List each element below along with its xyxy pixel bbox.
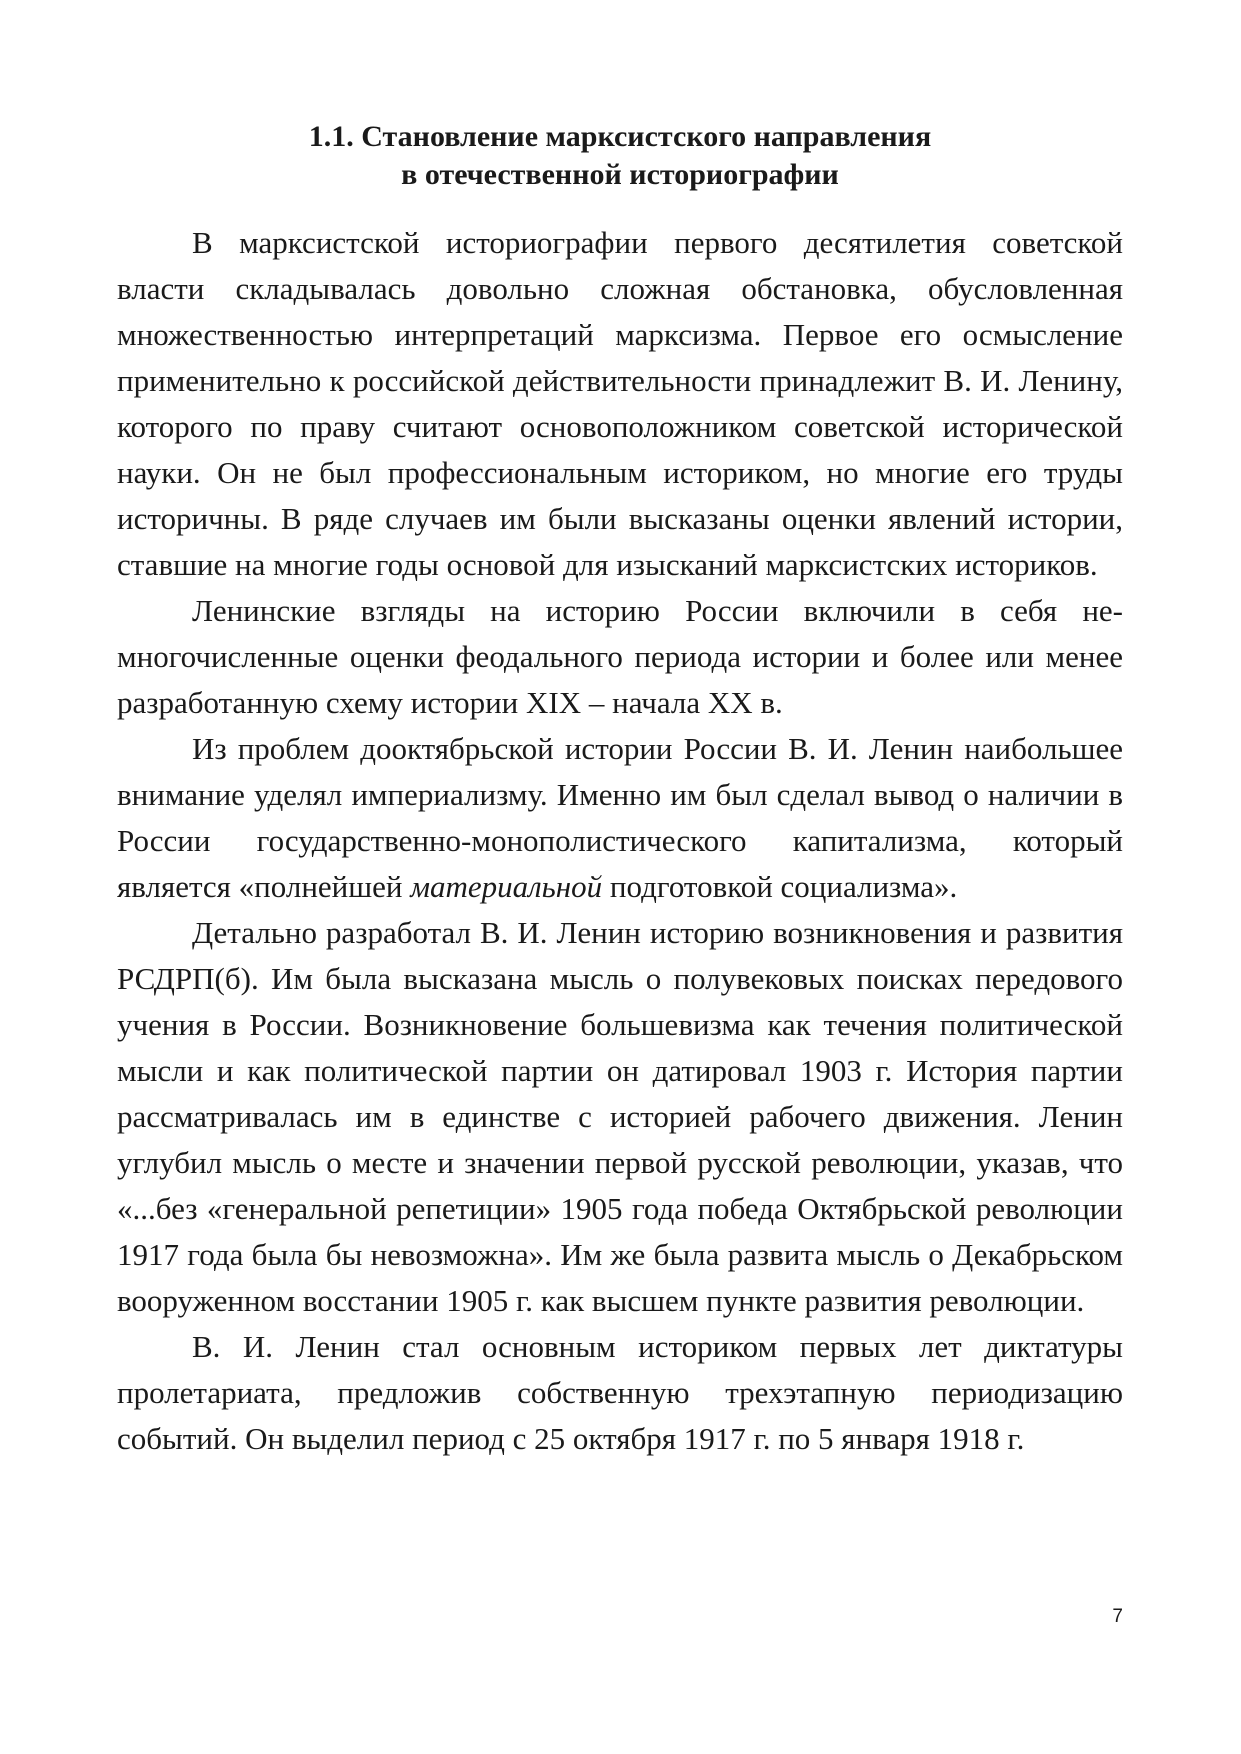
paragraph-3-text-end: подготовкой социализма».	[602, 869, 958, 904]
page-content	[117, 118, 1123, 1462]
paragraph-4: Детально разработал В. И. Ленин историю возникновения и развития РСДРП(б). Им была высказана мысль о полувековых поисках передового учения в России. Возникновение большевизма как течения политической мысли и как политической партии он датировал 1903 г. История партии рассматривалась им в единстве с историей рабочего движения. Ленин углубил мысль о месте и значении первой русской революции, указав, что «...без «генеральной репетиции» 1905 года победа Октябрьской революции 1917 года была бы невозможна». Им же была развита мысль о Декабрьском вооруженном восстании 1905 г. как высшем пункте развития революции.	[117, 915, 1123, 1318]
paragraph-2: Ленинские взгляды на историю России включили в себя немногочисленные оценки феодального периода истории и более или менее разработанную схему истории XIX – начала XX в.	[117, 593, 1123, 720]
paragraph-3-text-start: Из проблем дооктябрьской истории России В. И. Ленин наибольшее внимание уделял империализму. Именно им был сделал вывод о наличии в России государственно-монополистического капитализма, который является «полнейшей	[117, 731, 1123, 904]
page-number: 7	[1112, 1606, 1123, 1627]
section-heading-line-1: 1.1. Становление марксистского направления	[308, 120, 932, 153]
section-heading	[117, 118, 1123, 194]
section-heading-line-2: в отечественной историографии	[401, 158, 839, 191]
paragraph-3-italic-word: материальной	[410, 869, 603, 904]
body-text	[117, 220, 1123, 1462]
paragraph-5: В. И. Ленин стал основным историком первых лет диктатуры пролетариата, предложив собственную трехэтапную периодизацию событий. Он выделил период с 25 октября 1917 г. по 5 января 1918 г.	[117, 1329, 1123, 1456]
paragraph-1: В марксистской историографии первого десятилетия советской власти складывалась довольно сложная обстановка, обусловленная множественностью интерпретаций марксизма. Первое его осмысление применительно к российской действительности принадлежит В. И. Ленину, которого по праву считают основоположником советской исторической науки. Он не был профессиональным историком, но многие его труды историчны. В ряде случаев им были высказаны оценки явлений истории, ставшие на многие годы основой для изысканий марксистских историков.	[117, 225, 1123, 582]
paragraph-3	[117, 726, 1123, 910]
